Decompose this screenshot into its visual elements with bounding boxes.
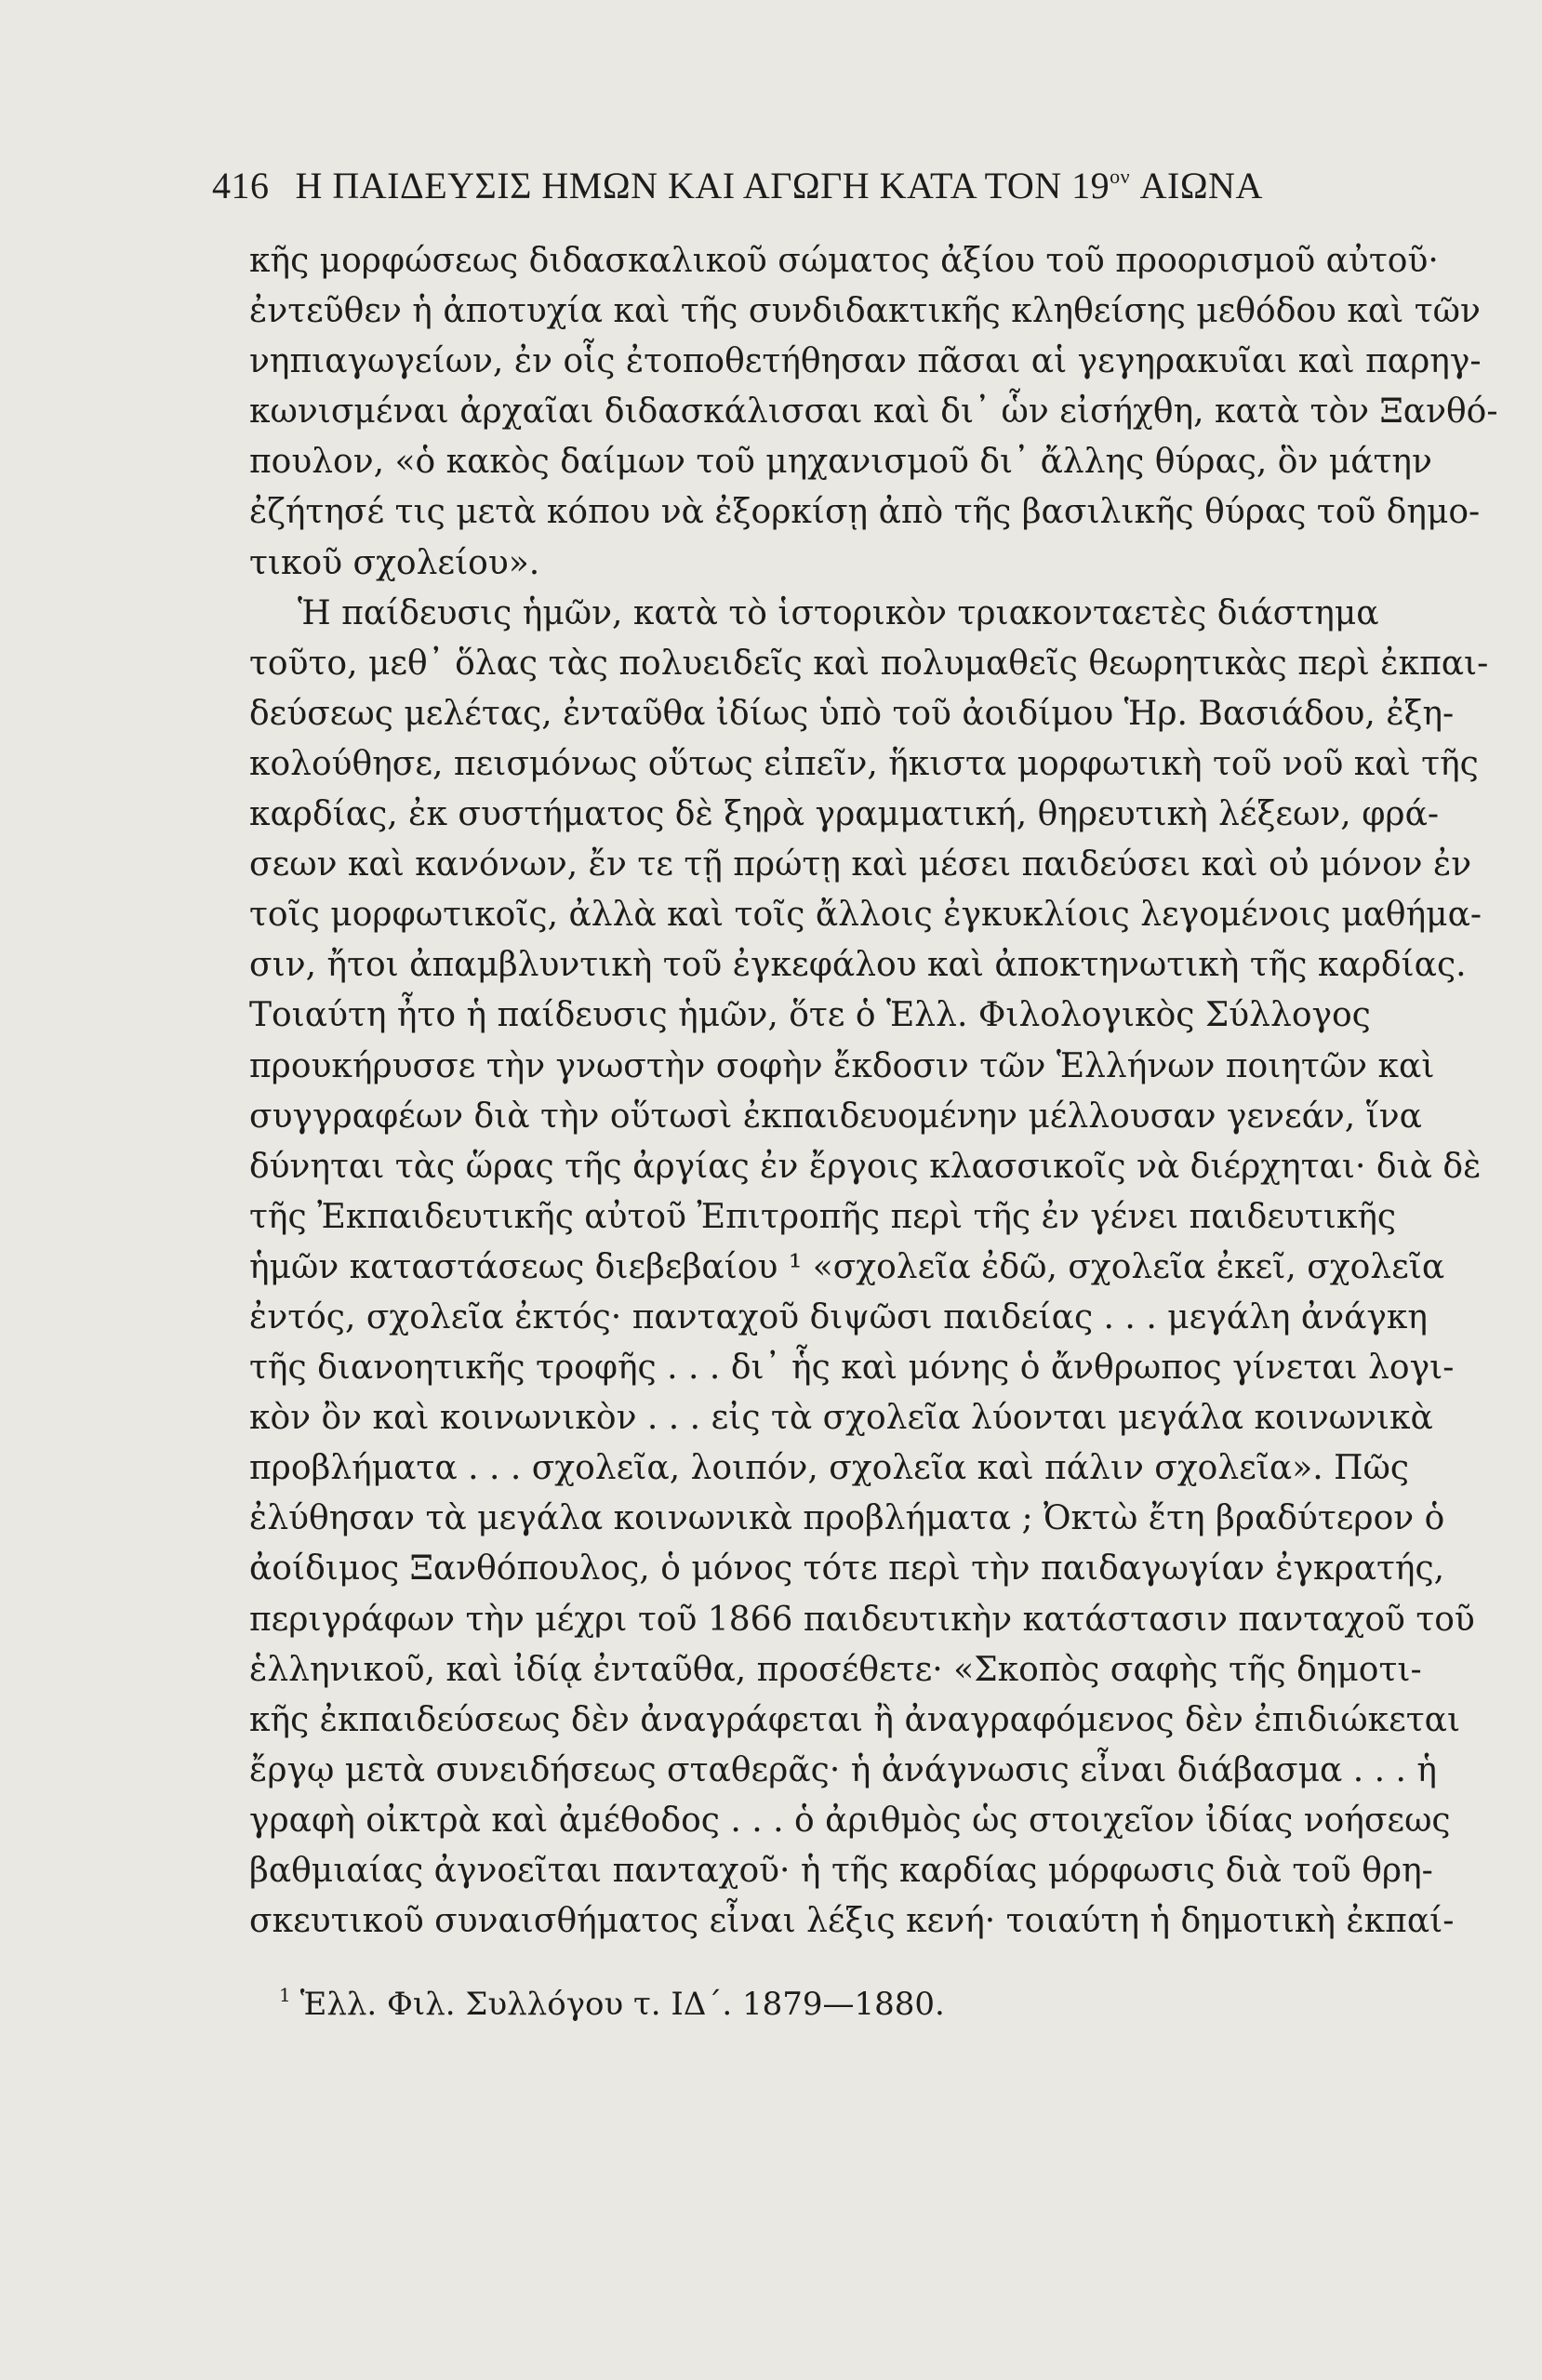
text-line: γραφὴ οἰκτρὰ καὶ ἀμέθοδος . . . ὁ ἀριθμὸς ὡς στοιχεῖον ἰδίας νοήσεως [249, 1801, 1451, 1840]
text-line: κολούθησε, πεισμόνως οὕτως εἰπεῖν, ἥκιστα μορφωτικὴ τοῦ νοῦ καὶ τῆς [249, 744, 1479, 783]
text-line: τικοῦ σχολείου». [249, 543, 540, 582]
text-line: κῆς ἐκπαιδεύσεως δὲν ἀναγράφεται ἢ ἀναγραφόμενος δὲν ἐπιδιώκεται [249, 1700, 1461, 1739]
running-header [212, 164, 1347, 219]
text-line: βαθμιαίας ἀγνοεῖται πανταχοῦ· ἡ τῆς καρδίας μόρφωσις διὰ τοῦ θρη- [249, 1852, 1433, 1890]
text-line: σιν, ἤτοι ἀπαμβλυντικὴ τοῦ ἐγκεφάλου καὶ ἀποκτηνωτικὴ τῆς καρδίας. [249, 946, 1467, 985]
body-text [249, 236, 1498, 1947]
header-title: Η ΠΑΙΔΕΥΣΙΣ ΗΜΩΝ ΚΑΙ ΑΓΩΓΗ ΚΑΤΑ ΤΟΝ 19 [295, 165, 1110, 206]
text-line: τῆς Ἐκπαιδευτικῆς αὐτοῦ Ἐπιτροπῆς περὶ τῆς ἐν γένει παιδευτικῆς [249, 1197, 1397, 1236]
text-line: συγγραφέων διὰ τὴν οὕτωσὶ ἐκπαιδευομένην μέλλουσαν γενεάν, ἵνα [249, 1097, 1422, 1136]
header-title-end: ΑΙΩΝΑ [1139, 165, 1263, 206]
text-line: τοῦτο, μεθ᾽ ὅλας τὰς πολυειδεῖς καὶ πολυμαθεῖς θεωρητικὰς περὶ ἐκπαι- [249, 644, 1489, 683]
text-line: κῆς μορφώσεως διδασκαλικοῦ σώματος ἀξίου τοῦ προορισμοῦ αὐτοῦ· [249, 242, 1439, 280]
text-line: ἐντός, σχολεῖα ἐκτός· πανταχοῦ διψῶσι παιδείας . . . μεγάλη ἀνάγκη [249, 1297, 1428, 1336]
text-line: σεων καὶ κανόνων, ἔν τε τῇ πρώτῃ καὶ μέσει παιδεύσει καὶ οὐ μόνον ἐν [249, 845, 1472, 884]
text-line: δύνηται τὰς ὥρας τῆς ἀργίας ἐν ἔργοις κλασσικοῖς νὰ διέρχηται· διὰ δὲ [249, 1147, 1482, 1186]
text-line: τῆς διανοητικῆς τροφῆς . . . δι᾽ ἧς καὶ μόνης ὁ ἄνθρωπος γίνεται λογι- [249, 1349, 1455, 1388]
text-line: ἀοίδιμος Ξανθόπουλος, ὁ μόνος τότε περὶ τὴν παιδαγωγίαν ἐγκρατής, [249, 1549, 1445, 1589]
text-line: ἐζήτησέ τις μετὰ κόπου νὰ ἐξορκίσῃ ἀπὸ τῆς βασιλικῆς θύρας τοῦ δημο- [249, 493, 1481, 532]
text-line: περιγράφων τὴν μέχρι τοῦ 1866 παιδευτικὴν κατάστασιν πανταχοῦ τοῦ [249, 1600, 1475, 1639]
footnote-text: Ἑλλ. Φιλ. Συλλόγου τ. ΙΔ΄. 1879—1880. [299, 1986, 945, 2023]
text-line: καρδίας, ἐκ συστήματος δὲ ξηρὰ γραμματική, θηρευτικὴ λέξεων, φρά- [249, 795, 1440, 834]
text-line: κὸν ὂν καὶ κοινωνικὸν . . . εἰς τὰ σχολεῖα λύονται μεγάλα κοινωνικὰ [249, 1399, 1433, 1438]
text-line: Ἡ παίδευσις ἡμῶν, κατὰ τὸ ἱστορικὸν τριακονταετὲς διάστημα [298, 593, 1379, 632]
text-line: δεύσεως μελέτας, ἐνταῦθα ἰδίως ὑπὸ τοῦ ἀοιδίμου Ἡρ. Βασιάδου, ἐξη- [249, 694, 1455, 733]
text-line: τοῖς μορφωτικοῖς, ἀλλὰ καὶ τοῖς ἄλλοις ἐγκυκλίοις λεγομένοις μαθήμα- [249, 896, 1482, 935]
text-line: ἔργῳ μετὰ συνειδήσεως σταθερᾶς· ἡ ἀνάγνωσις εἶναι διάβασμα . . . ἡ [249, 1750, 1437, 1789]
text-line: κωνισμέναι ἀρχαῖαι διδασκάλισσαι καὶ δι᾽ ὧν εἰσήχθη, κατὰ τὸν Ξανθό- [249, 392, 1498, 432]
text-line: ἐλύθησαν τὰ μεγάλα κοινωνικὰ προβλήματα ; Ὀκτὼ ἔτη βραδύτερον ὁ [249, 1499, 1445, 1538]
text-line: πουλον, «ὁ κακὸς δαίμων τοῦ μηχανισμοῦ δι᾽ ἄλλης θύρας, ὃν μάτην [249, 443, 1432, 482]
footnote [279, 1984, 1116, 2023]
text-line: Τοιαύτη ἦτο ἡ παίδευσις ἡμῶν, ὅτε ὁ Ἑλλ. Φιλολογικὸς Σύλλογος [249, 996, 1371, 1035]
page-number: 416 [212, 165, 270, 206]
text-line: ἑλληνικοῦ, καὶ ἰδίᾳ ἐνταῦθα, προσέθετε· «Σκοπὸς σαφὴς τῆς δημοτι- [249, 1650, 1422, 1689]
text-line: σκευτικοῦ συναισθήματος εἶναι λέξις κενή· τοιαύτη ἡ δημοτικὴ ἐκπαί- [249, 1902, 1455, 1941]
text-line: ἐντεῦθεν ἡ ἀποτυχία καὶ τῆς συνδιδακτικῆς κληθείσης μεθόδου καὶ τῶν [249, 292, 1481, 331]
header-title-superscript: ον [1110, 165, 1131, 188]
text-line: ἡμῶν καταστάσεως διεβεβαίου ¹ «σχολεῖα ἐδῶ, σχολεῖα ἐκεῖ, σχολεῖα [249, 1247, 1445, 1286]
text-line: νηπιαγωγείων, ἐν οἷς ἐτοποθετήθησαν πᾶσαι αἱ γεγηρακυῖαι καὶ παρηγ- [249, 342, 1482, 381]
text-line: προυκήρυσσε τὴν γνωστὴν σοφὴν ἔκδοσιν τῶν Ἑλλήνων ποιητῶν καὶ [249, 1046, 1435, 1085]
footnote-mark: 1 [279, 1984, 291, 2006]
text-line: προβλήματα . . . σχολεῖα, λοιπόν, σχολεῖα καὶ πάλιν σχολεῖα». Πῶς [249, 1449, 1410, 1488]
